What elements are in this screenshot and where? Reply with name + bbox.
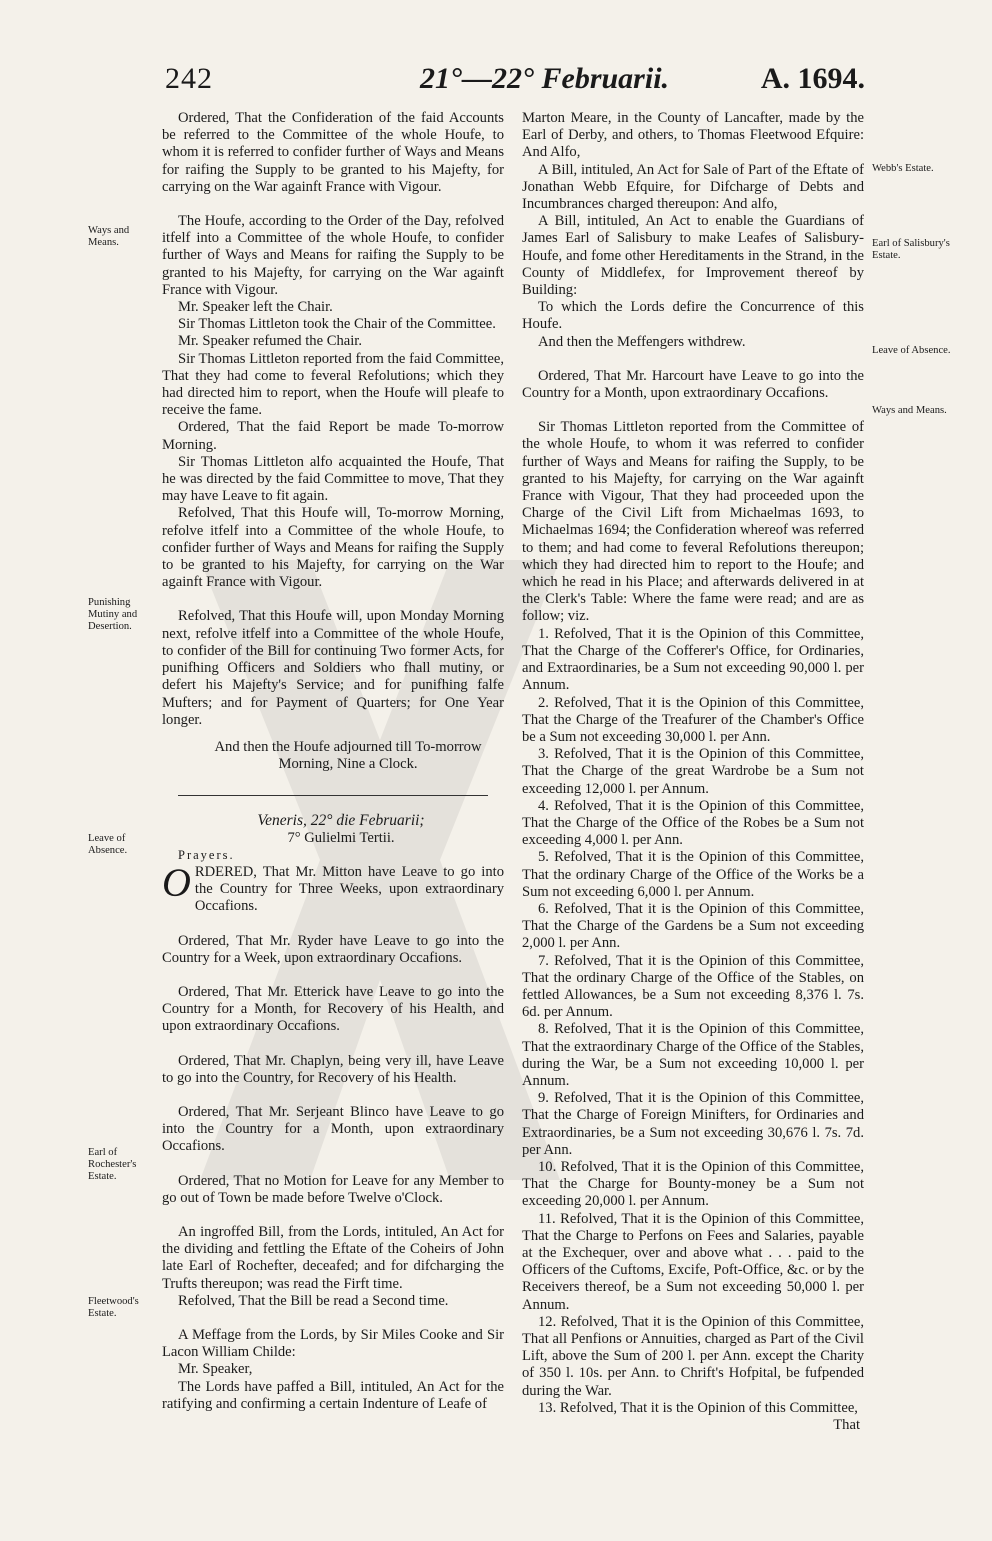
header-year: A. 1694.: [760, 62, 865, 95]
page-header: [165, 62, 865, 102]
paragraph: Ordered, That the Confideration of the faid Accounts be referred to the Committee of the whole Houfe, to whom it is referred to confider further of Ways and Means for raifing the Supply to be granted to his Majefty, for carrying on the War againft France with Vigour.: [162, 110, 504, 195]
paragraph: A Bill, intituled, An Act to enable the Guardians of James Earl of Salisbury to make Leafes of Salisbury-Houfe, and fome other Hereditaments in the Strand, in the County of Middlefex, for Improvement thereof by Building:: [522, 213, 864, 299]
resolution: 1. Refolved, That it is the Opinion of this Committee, That the Charge of the Cofferer's Office, for Ordinaries, and Extraordinaries, be a Sum not exceeding 90,000 l. per Annum.: [522, 625, 864, 694]
margin-note-ways-means: Ways and Means.: [88, 225, 130, 248]
margin-note-fleetwood-estate: Fleetwood's Estate.: [88, 1296, 139, 1319]
paragraph: Refolved, That the Bill be read a Second time.: [178, 1292, 449, 1309]
paragraph: An ingroffed Bill, from the Lords, intituled, An Act for the dividing and fettling the Eftate of the Coheirs of John late Earl of Rochefter, deceafed; and for difcharging the Trufts thereupon; was read the Firft time.: [162, 1223, 504, 1292]
paragraph: Mr. Speaker left the Chair.: [178, 299, 333, 316]
margin-note-punishing-mutiny: Punishing Mutiny and Desertion.: [88, 597, 138, 632]
paragraph: Ordered, That Mr. Chaplyn, being very ill, have Leave to go into the Country, for Recovery of his Health.: [162, 1052, 504, 1086]
paragraph: Refolved, That this Houfe will, upon Monday Morning next, refolve itfelf into a Committee of the whole Houfe, to confider of the Bill for continuing Two former Acts, for punifhing Officers and Soldiers who fhall mutiny, or defert his Majefty's Service; and for punifhing falfe Mufters; and for Payment of Quarters; for One Year longer.: [162, 608, 504, 728]
paragraph: Sir Thomas Littleton alfo acquainted the Houfe, That he was directed by the faid Committee to move, That they may have Leave to fit again.: [162, 453, 504, 505]
resolution: 6. Refolved, That it is the Opinion of this Committee, That the Charge of the Gardens be a Sum not exceeding 2,000 l. per Ann.: [522, 900, 864, 952]
paragraph: Ordered, That the faid Report be made To-morrow Morning.: [162, 419, 504, 453]
paragraph: Sir Thomas Littleton reported from the faid Committee, That they had come to feveral Refolutions; which they had directed him to report, when the Houfe will pleafe to receive the fame.: [162, 350, 504, 419]
drop-cap: O: [162, 859, 191, 905]
margin-note-salisbury-estate: Earl of Salisbury's Estate.: [872, 238, 950, 261]
margin-note-rochester-estate: Earl of Rochester's Estate.: [88, 1147, 137, 1182]
resolution: 5. Refolved, That it is the Opinion of this Committee, That the ordinary Charge of the Office of the Works be a Sum not exceeding 6,000 l. per Annum.: [522, 849, 864, 900]
resolution: 12. Refolved, That it is the Opinion of this Committee, That all Penfions or Annuities, charged as Part of the Civil Lift, above the Sum of 200 l. per Ann. except the Charity of 350 l. 10s. per Ann. to Chrift's Hofpital, be fufpended during the War.: [522, 1313, 864, 1399]
margin-note-leave-of-absence-2: Leave of Absence.: [872, 345, 951, 356]
resolution: 2. Refolved, That it is the Opinion of this Committee, That the Charge of the Treafurer of the Chamber's Office be a Sum not exceeding 30,000 l. per Ann.: [522, 694, 864, 745]
resolution: 4. Refolved, That it is the Opinion of this Committee, That the Charge of the Office of the Robes be a Sum not exceeding 4,000 l. per Ann.: [522, 797, 864, 849]
paragraph: The Lords have paffed a Bill, intituled, An Act for the ratifying and confirming a certain Indenture of Leafe of: [162, 1378, 504, 1412]
paragraph: Sir Thomas Littleton took the Chair of the Committee.: [178, 316, 496, 333]
paragraph: Sir Thomas Littleton reported from the Committee of the whole Houfe, to whom it was referred to confider further of Ways and Means for raifing the Supply, to be granted to his Majefty, for carrying on the War againft France with Vigour, That they had proceeded upon the Charge of the Civil Lift from Michaelmas 1693, to Michaelmas 1694; the Confideration whereof was referred to them; and had come to feveral Refolutions thereupon; which they had directed him to report to the Houfe; and which he read in his Place; and afterwards delivered in at the Clerk's Table: Where the fame were read; and are as follow; viz.: [522, 419, 865, 625]
margin-note-leave-of-absence: Leave of Absence.: [88, 833, 128, 856]
paragraph: Ordered, That Mr. Etterick have Leave to go into the Country for a Month, for Recovery of his Health, and upon extraordinary Occafions.: [162, 983, 504, 1035]
paragraph-text: RDERED, That Mr. Mitton have Leave to go into the Country for Three Weeks, upon extraordinary Occafions.: [194, 863, 504, 915]
resolution: 8. Refolved, That it is the Opinion of this Committee, That the extraordinary Charge of the Office of the Stables, during the War, be a Sum not exceeding 10,000 l. per Annum.: [522, 1021, 864, 1089]
resolution: 3. Refolved, That it is the Opinion of this Committee, That the Charge of the great Wardrobe be a Sum not exceeding 12,000 l. per Annum.: [522, 746, 864, 797]
paragraph: And then the Meffengers withdrew.: [538, 333, 746, 350]
page-number: 242: [165, 62, 213, 95]
section-divider: [178, 795, 488, 796]
resolution: 10. Refolved, That it is the Opinion of this Committee, That the Charge for Bounty-money be a Sum not exceeding 20,000 l. per Annum.: [522, 1158, 864, 1210]
header-dates: 21°—22° Februarii.: [420, 62, 670, 95]
paragraph: The Houfe, according to the Order of the Day, refolved itfelf into a Committee of the whole Houfe, to confider further of Ways and Means for raifing the Supply to be granted to his Majefty, for carrying on the War againft France with Vigour.: [162, 213, 504, 298]
paragraph: To which the Lords defire the Concurrence of this Houfe.: [522, 299, 864, 333]
paragraph: A Bill, intituled, An Act for Sale of Part of the Eftate of Jonathan Webb Efquire, for Difcharge of Debts and Incumbrances charged thereupon: And alfo,: [522, 161, 864, 213]
day-heading: Veneris, 22° die Februarii;: [257, 812, 425, 830]
left-column: [162, 110, 504, 1413]
prayers-heading: Prayers.: [178, 847, 235, 862]
paragraph: Mr. Speaker,: [178, 1361, 253, 1378]
catchword: That: [833, 1417, 860, 1434]
reign-line: 7° Gulielmi Tertii.: [287, 829, 395, 846]
resolution: 13. Refolved, That it is the Opinion of this Committee,: [538, 1399, 858, 1416]
paragraph: Ordered, That Mr. Serjeant Blinco have Leave to go into the Country for a Month, upon extraordinary Occafions.: [162, 1103, 504, 1155]
paragraph: Marton Meare, in the County of Lancafter, made by the Earl of Derby, and others, to Thomas Fleetwood Efquire: And Alfo,: [522, 110, 864, 161]
paragraph: [162, 859, 504, 916]
paragraph: Ordered, That Mr. Ryder have Leave to go into the Country for a Week, upon extraordinary Occafions.: [162, 932, 504, 966]
paragraph: Ordered, That no Motion for Leave for any Member to go out of Town be made before Twelve o'Clock.: [162, 1172, 504, 1206]
paragraph: Ordered, That Mr. Harcourt have Leave to go into the Country for a Month, upon extraordinary Occafions.: [522, 367, 864, 402]
margin-note-webb-estate: Webb's Estate.: [872, 163, 934, 174]
resolution: 9. Refolved, That it is the Opinion of this Committee, That the Charge of Foreign Minifters, for Ordinaries and Extraordinaries, be a Sum not exceeding 30,676 l. 7s. 7d. per Ann.: [522, 1090, 864, 1158]
resolution: 7. Refolved, That it is the Opinion of this Committee, That the ordinary Charge of the Office of the Stables, on fettled Allowances, be a Sum not exceeding 8,376 l. 7s. 6d. per Annum.: [522, 952, 864, 1021]
adjournment: And then the Houfe adjourned till To-morrow Morning, Nine a Clock.: [214, 738, 482, 773]
resolution: 11. Refolved, That it is the Opinion of this Committee, That the Charge to Perfons on Fees and Salaries, payable at the Exchequer, over and above what . . . paid to the Officers of the Cuftoms, Excife, Poft-Office, &c. or by the Receivers thereof, be a Sum not exceeding 50,000 l. per Annum.: [522, 1210, 864, 1313]
paragraph: Refolved, That this Houfe will, To-morrow Morning, refolve itfelf into a Committee of the whole Houfe, to confider further of Ways and Means for raifing the Supply to be granted to his Majefty, for carrying on the War againft France with Vigour.: [162, 505, 504, 591]
paragraph: Mr. Speaker refumed the Chair.: [178, 333, 362, 350]
margin-note-ways-means-2: Ways and Means.: [872, 405, 947, 416]
paragraph: A Meffage from the Lords, by Sir Miles Cooke and Sir Lacon William Childe:: [162, 1326, 504, 1361]
right-column: [522, 110, 864, 1434]
